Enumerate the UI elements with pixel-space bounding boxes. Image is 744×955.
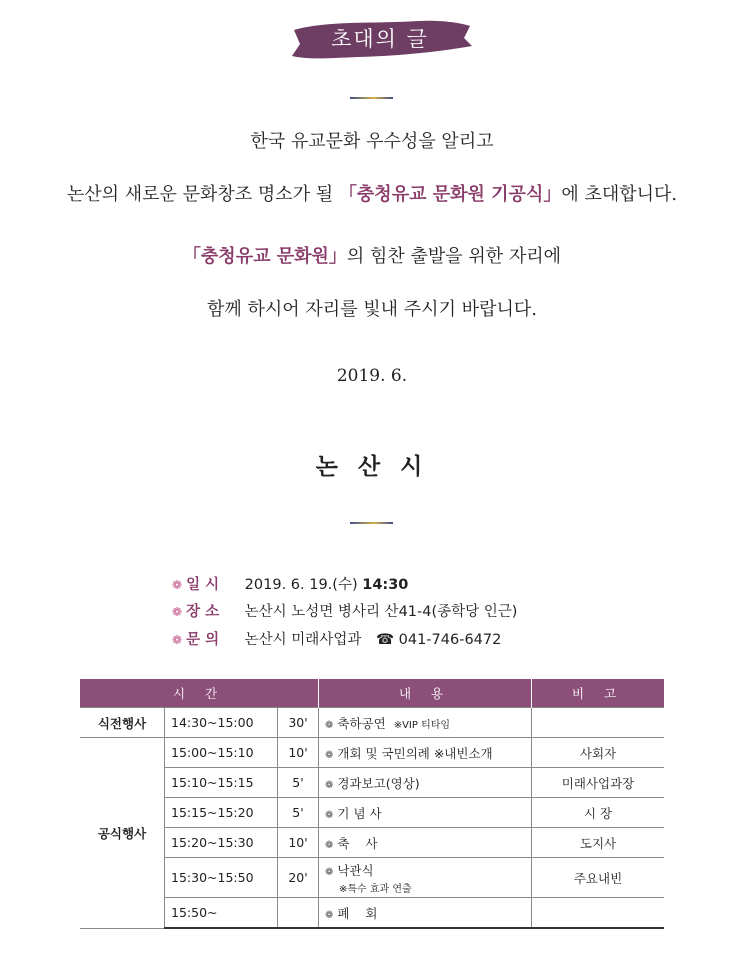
organizer-name: 논 산 시	[315, 454, 429, 480]
schedule-table	[80, 679, 664, 929]
info-date	[172, 573, 408, 594]
row-note: 사회자	[532, 738, 665, 768]
row-time: 15:00~15:10	[165, 738, 278, 768]
row-content-text: 축 사	[337, 835, 378, 851]
flower-icon: ❁	[325, 719, 334, 731]
flower-icon: ❁	[325, 909, 334, 921]
header-note: 비 고	[532, 679, 665, 708]
row-content	[319, 898, 532, 929]
row-note	[532, 898, 665, 929]
row-duration: 10'	[278, 828, 319, 858]
table-row	[80, 708, 664, 738]
table-row	[80, 898, 664, 929]
row-content	[319, 798, 532, 828]
row-duration	[278, 898, 319, 929]
date-label: 일 시	[186, 577, 220, 593]
invitation-date: 2019. 6.	[336, 366, 408, 386]
row-content-sub: ※VIP 티타임	[393, 719, 451, 731]
row-content-text: 개회 및 국민의례 ※내빈소개	[337, 745, 493, 761]
invitation-line-3-post: 의 힘찬 출발을 위한 자리에	[346, 246, 562, 267]
row-time: 15:10~15:15	[165, 768, 278, 798]
row-content	[319, 858, 532, 898]
row-duration: 10'	[278, 738, 319, 768]
category-main-event: 공식행사	[80, 738, 165, 929]
row-content	[319, 828, 532, 858]
row-content-text: 낙관식	[337, 862, 374, 878]
table-row	[80, 858, 664, 898]
banner-title: 초대의 글	[331, 27, 429, 51]
row-content	[319, 738, 532, 768]
title-banner	[288, 16, 472, 62]
invitation-line-4: 함께 하시어 자리를 빛내 주시기 바랍니다.	[207, 299, 537, 320]
table-row	[80, 828, 664, 858]
row-content-text: 축하공연	[337, 715, 386, 731]
invitation-line-2-post: 에 초대합니다.	[561, 184, 678, 205]
row-content-sub: ※특수 효과 연출	[339, 883, 412, 895]
category-pre-event: 식전행사	[80, 708, 165, 738]
row-time: 14:30~15:00	[165, 708, 278, 738]
time-value: 14:30	[362, 577, 409, 593]
table-row	[80, 738, 664, 768]
invitation-line-3	[0, 242, 744, 268]
table-row	[80, 798, 664, 828]
info-place	[172, 600, 517, 621]
flower-icon: ❁	[172, 605, 183, 619]
row-note: 도지사	[532, 828, 665, 858]
bottom-divider	[350, 522, 393, 524]
invitation-line-2-pre: 논산의 새로운 문화창조 명소가 될	[66, 184, 339, 205]
row-note: 주요내빈	[532, 858, 665, 898]
row-duration: 5'	[278, 768, 319, 798]
table-row	[80, 768, 664, 798]
row-duration: 30'	[278, 708, 319, 738]
phone-value: 041-746-6472	[398, 632, 502, 648]
invitation-line-2	[0, 180, 744, 206]
row-duration: 20'	[278, 858, 319, 898]
contact-label: 문 의	[186, 632, 220, 648]
header-time: 시 간	[80, 679, 319, 708]
row-time: 15:15~15:20	[165, 798, 278, 828]
place-value: 논산시 노성면 병사리 산41-4(종학당 인근)	[244, 604, 518, 620]
flower-icon: ❁	[325, 809, 334, 821]
row-note: 미래사업과장	[532, 768, 665, 798]
flower-icon: ❁	[325, 779, 334, 791]
row-time: 15:30~15:50	[165, 858, 278, 898]
info-contact	[172, 628, 501, 649]
table-header-row	[80, 679, 664, 708]
row-time: 15:50~	[165, 898, 278, 929]
row-content-text: 경과보고(영상)	[337, 775, 420, 791]
row-time: 15:20~15:30	[165, 828, 278, 858]
flower-icon: ❁	[172, 633, 183, 647]
place-label: 장 소	[186, 604, 220, 620]
date-value: 2019. 6. 19.(수)	[244, 577, 358, 593]
flower-icon: ❁	[325, 839, 334, 851]
contact-value: 논산시 미래사업과	[244, 632, 362, 648]
header-content: 내 용	[319, 679, 532, 708]
phone-icon: ☎	[375, 632, 395, 648]
row-content-text: 폐 회	[337, 905, 378, 921]
row-note	[532, 708, 665, 738]
row-content	[319, 708, 532, 738]
row-note: 시 장	[532, 798, 665, 828]
flower-icon: ❁	[325, 866, 334, 878]
flower-icon: ❁	[325, 749, 334, 761]
invitation-line-1: 한국 유교문화 우수성을 알리고	[250, 131, 494, 152]
row-content-text: 기 념 사	[337, 805, 382, 821]
row-content	[319, 768, 532, 798]
flower-icon: ❁	[172, 578, 183, 592]
center-name-highlight: 「충청유교 문화원」	[182, 246, 347, 267]
ceremony-name-highlight: 「충청유교 문화원 기공식」	[338, 184, 562, 205]
top-divider	[350, 97, 393, 99]
row-duration: 5'	[278, 798, 319, 828]
